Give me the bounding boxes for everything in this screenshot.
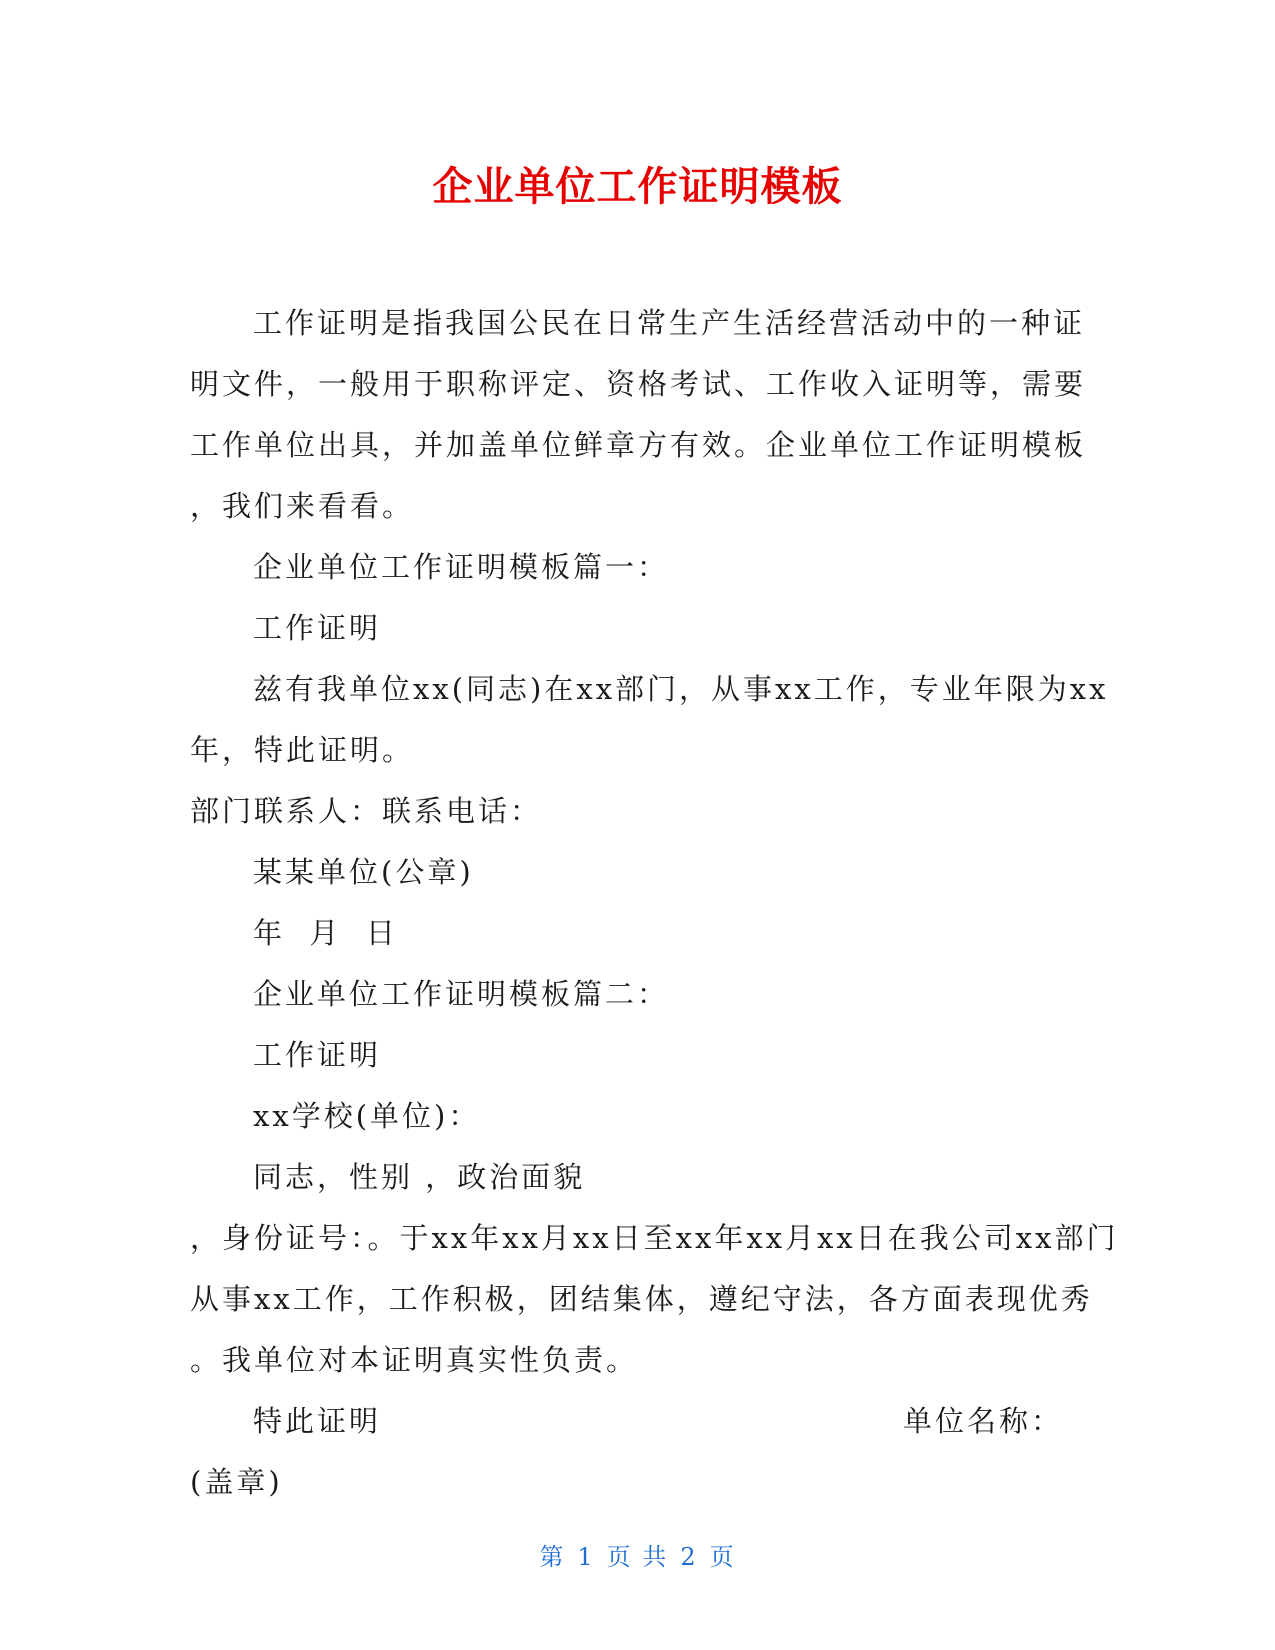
footer-label-end: 页 bbox=[709, 1543, 736, 1571]
unit-name-label: 单位名称： bbox=[902, 1404, 1063, 1438]
paragraph-line: ，我们来看看。 bbox=[190, 489, 415, 523]
date-line: 年 月 日 bbox=[253, 916, 398, 950]
section-heading-2: 企业单位工作证明模板篇二： bbox=[253, 977, 670, 1011]
paragraph-line: 年，特此证明。 bbox=[190, 733, 415, 767]
footer-label-page: 第 bbox=[539, 1543, 566, 1571]
addressee-line: xx学校(单位)： bbox=[253, 1099, 481, 1133]
paragraph-line: 工作证明是指我国公民在日常生产生活经营活动中的一种证 bbox=[253, 306, 1086, 340]
document-title: 企业单位工作证明模板 bbox=[432, 164, 843, 210]
paragraph-line: 从事xx工作，工作积极，团结集体，遵纪守法，各方面表现优秀 bbox=[190, 1282, 1093, 1316]
paragraph-line: 。我单位对本证明真实性负责。 bbox=[190, 1343, 639, 1377]
document-body bbox=[190, 293, 1119, 1513]
closing-text: 特此证明 bbox=[253, 1404, 382, 1438]
contact-line: 部门联系人：联系电话： bbox=[190, 794, 543, 828]
page-footer bbox=[0, 1542, 1275, 1572]
paragraph-line: 工作单位出具，并加盖单位鲜章方有效。企业单位工作证明模板 bbox=[190, 428, 1087, 462]
paragraph-line: 明文件，一般用于职称评定、资格考试、工作收入证明等，需要 bbox=[190, 367, 1087, 401]
certificate-title: 工作证明 bbox=[253, 1038, 382, 1072]
total-pages-number: 2 bbox=[680, 1543, 698, 1571]
paragraph-line: 同志，性别 ，政治面貌 bbox=[253, 1160, 586, 1194]
unit-seal-line: 某某单位(公章) bbox=[253, 855, 474, 889]
footer-label-of: 页 共 bbox=[606, 1543, 669, 1571]
certificate-title: 工作证明 bbox=[253, 611, 382, 645]
paragraph-line: ，身份证号：。于xx年xx月xx日至xx年xx月xx日在我公司xx部门 bbox=[190, 1221, 1119, 1255]
current-page-number: 1 bbox=[577, 1543, 595, 1571]
paragraph-line: 兹有我单位xx(同志)在xx部门，从事xx工作，专业年限为xx bbox=[253, 672, 1109, 706]
closing-row bbox=[190, 1391, 1063, 1452]
section-heading-1: 企业单位工作证明模板篇一： bbox=[253, 550, 670, 584]
seal-line: (盖章) bbox=[190, 1465, 283, 1499]
